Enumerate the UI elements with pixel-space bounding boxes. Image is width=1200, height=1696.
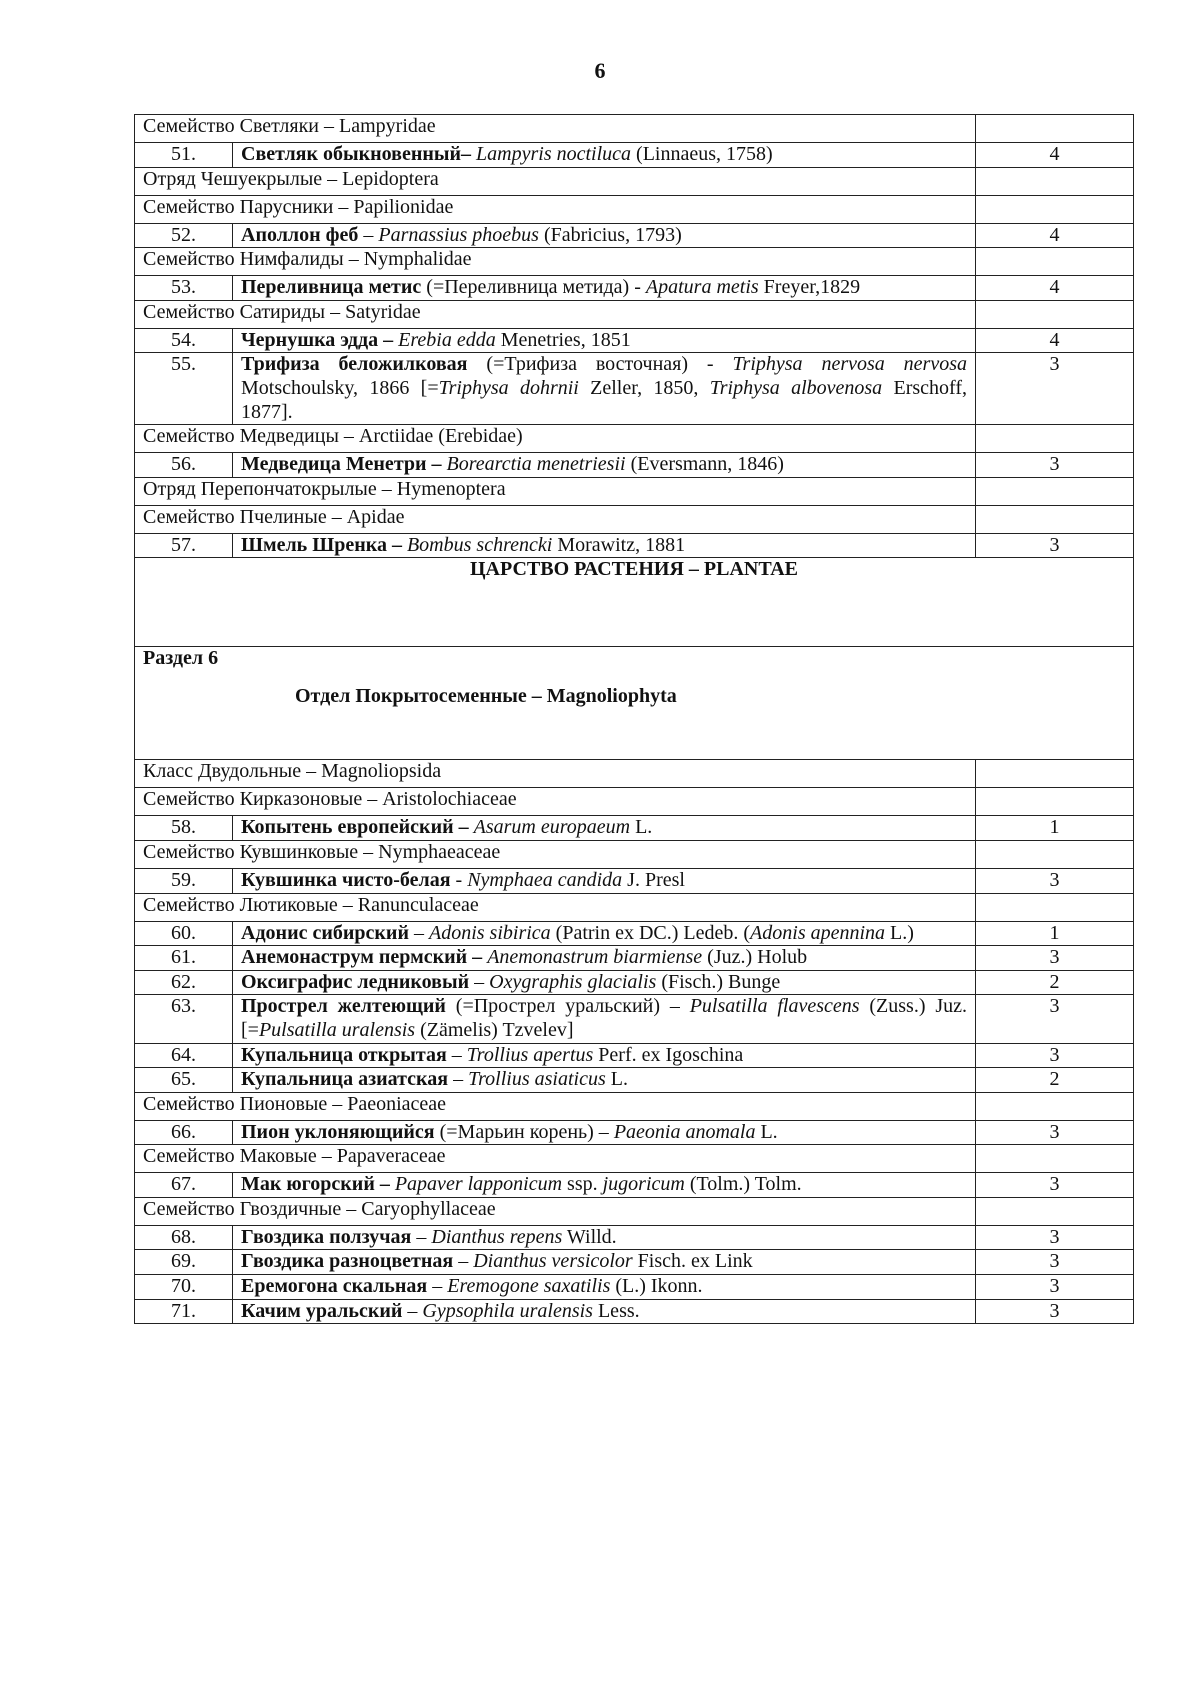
category-value: 3 [976, 1275, 1134, 1300]
species-table [134, 114, 1134, 1324]
category-cell-empty [976, 477, 1134, 505]
table-row [135, 1197, 1134, 1225]
species-name-cell [233, 970, 976, 995]
species-text: ssp. [562, 1173, 603, 1196]
species-russian-name: Анемонаструм пермский – [241, 946, 483, 969]
table-row [135, 453, 1134, 478]
species-russian-name: Аполлон феб [241, 223, 359, 246]
taxon-header-cell: Семейство Маковые – Papaveraceae [135, 1145, 976, 1173]
species-number: 71. [135, 1299, 233, 1324]
species-russian-name: Купальница азиатская [241, 1068, 449, 1091]
species-number: 54. [135, 328, 233, 353]
species-number: 65. [135, 1068, 233, 1093]
species-text: (Zuss.) Juz. [= [241, 995, 967, 1041]
table-row [135, 760, 1134, 788]
species-name-cell [233, 223, 976, 248]
category-value: 4 [976, 223, 1134, 248]
category-value: 3 [976, 946, 1134, 971]
section-label: Раздел 6 [143, 647, 219, 670]
species-name-cell [233, 1299, 976, 1324]
taxon-header-cell: Семейство Нимфалиды – Nymphalidae [135, 248, 976, 276]
species-russian-name: Чернушка эдда – [241, 328, 394, 351]
table-row [135, 533, 1134, 558]
species-latin-name: Triphysa nervosa nervosa [732, 353, 968, 376]
species-text: (L.) Ikonn. [610, 1275, 703, 1298]
species-latin-name: Triphysa albovenosa [709, 376, 883, 399]
category-value: 3 [976, 995, 1134, 1043]
table-row [135, 1173, 1134, 1198]
taxon-header-cell: Отряд Перепончатокрылые – Hymenoptera [135, 477, 976, 505]
species-latin-name: Bombus schrencki [406, 533, 553, 556]
species-text: (=Прострел уральский) – [445, 995, 690, 1018]
table-row [135, 353, 1134, 425]
category-cell-empty [976, 1092, 1134, 1120]
species-russian-name: Светляк обыкновенный– [241, 143, 472, 165]
table-row [135, 477, 1134, 505]
species-text: – [408, 921, 429, 944]
species-latin-name: Trollius apertus [466, 1043, 594, 1066]
category-value: 4 [976, 328, 1134, 353]
species-text: Erschoff, 1877]. [241, 376, 967, 423]
category-cell-empty [976, 115, 1134, 143]
species-text: Freyer,1829 [758, 276, 861, 299]
category-value: 2 [976, 970, 1134, 995]
category-cell-empty [976, 788, 1134, 816]
species-latin-name: Papaver lapponicum [394, 1173, 563, 1196]
species-text: J. Presl [622, 868, 685, 891]
taxon-header-cell: Класс Двудольные – Magnoliopsida [135, 760, 976, 788]
species-latin-name: Paeonia anomala [613, 1120, 756, 1143]
category-value: 3 [976, 1173, 1134, 1198]
species-number: 55. [135, 353, 233, 425]
page-number: 6 [594, 58, 606, 83]
species-name-cell [233, 1275, 976, 1300]
species-russian-name: Кувшинка чисто-белая [241, 868, 451, 891]
species-number: 64. [135, 1043, 233, 1068]
species-latin-name: Eremogone saxatilis [447, 1275, 611, 1298]
category-cell-empty [976, 167, 1134, 195]
species-latin-name: Adonis apennina [750, 921, 886, 944]
species-latin-name: Dianthus versicolor [473, 1250, 633, 1273]
taxon-header-cell: Семейство Сатириды – Satyridae [135, 300, 976, 328]
taxon-header-cell: Отряд Чешуекрылые – Lepidoptera [135, 167, 976, 195]
table-row [135, 195, 1134, 223]
taxon-header-cell: Семейство Светляки – Lampyridae [135, 115, 976, 143]
species-text: Menetries, 1851 [495, 328, 631, 351]
species-text: L. [755, 1120, 778, 1143]
species-text: Motschoulsky, 1866 [= [241, 376, 439, 399]
table-row [135, 505, 1134, 533]
species-russian-name: Медведица Менетри – [241, 453, 442, 476]
species-text: – [448, 1068, 469, 1091]
table-row [135, 995, 1134, 1043]
table-row [135, 167, 1134, 195]
table-row [135, 816, 1134, 841]
kingdom-heading: ЦАРСТВО РАСТЕНИЯ – PLANTAE [135, 558, 1134, 647]
species-name-cell [233, 533, 976, 558]
species-russian-name: Купальница открытая [241, 1043, 447, 1066]
table-row [135, 115, 1134, 143]
table-row [135, 1145, 1134, 1173]
species-name-cell [233, 143, 976, 168]
category-cell-empty [976, 760, 1134, 788]
category-cell-empty [976, 840, 1134, 868]
division-heading-cell [135, 647, 1134, 760]
species-name-cell [233, 816, 976, 841]
species-text: Morawitz, 1881 [552, 533, 686, 556]
category-value: 4 [976, 276, 1134, 301]
species-number: 61. [135, 946, 233, 971]
category-value: 1 [976, 816, 1134, 841]
species-name-cell [233, 453, 976, 478]
species-text: (=Трифиза восточная) - [467, 353, 733, 376]
species-number: 58. [135, 816, 233, 841]
species-latin-name: Oxygraphis glacialis [489, 970, 657, 993]
category-cell-empty [976, 300, 1134, 328]
table-row [135, 328, 1134, 353]
species-name-cell [233, 328, 976, 353]
division-label: Отдел Покрытосеменные – Magnoliophyta [295, 684, 677, 707]
species-text: – [411, 1225, 432, 1248]
species-text: (Patrin ex DC.) Ledeb. ( [550, 921, 751, 944]
species-text: – [446, 1043, 467, 1066]
species-number: 68. [135, 1225, 233, 1250]
category-value: 3 [976, 1043, 1134, 1068]
table-row [135, 1250, 1134, 1275]
species-latin-name: Borearctia menetriesii [446, 453, 626, 476]
species-russian-name: Еремогона скальная [241, 1275, 428, 1298]
species-name-cell [233, 1043, 976, 1068]
species-number: 59. [135, 868, 233, 893]
category-value: 3 [976, 533, 1134, 558]
species-text: L. [630, 816, 653, 839]
category-cell-empty [976, 893, 1134, 921]
species-russian-name: Переливница метис [241, 276, 422, 299]
species-text: (Tolm.) Tolm. [684, 1173, 802, 1196]
table-row [135, 1275, 1134, 1300]
species-text: (Linnaeus, 1758) [631, 143, 773, 165]
taxon-header-cell: Семейство Лютиковые – Ranunculaceae [135, 893, 976, 921]
species-text: Perf. ex Igoschina [593, 1043, 744, 1066]
species-name-cell [233, 946, 976, 971]
species-number: 67. [135, 1173, 233, 1198]
species-table-body [135, 115, 1134, 1324]
taxon-header-cell: Семейство Пчелиные – Apidae [135, 505, 976, 533]
species-latin-name: Erebia edda [398, 328, 496, 351]
category-cell-empty [976, 505, 1134, 533]
category-cell-empty [976, 425, 1134, 453]
species-number: 70. [135, 1275, 233, 1300]
species-text: (Juz.) Holub [702, 946, 808, 969]
species-text: (Eversmann, 1846) [625, 453, 784, 476]
taxon-header-cell: Семейство Кирказоновые – Aristolochiaceae [135, 788, 976, 816]
species-russian-name: Качим уральский [241, 1299, 403, 1322]
species-russian-name: Пион уклоняющийся [241, 1120, 435, 1143]
species-text: L. [605, 1068, 628, 1091]
category-value: 3 [976, 1299, 1134, 1324]
taxon-header-cell: Семейство Парусники – Papilionidae [135, 195, 976, 223]
table-row [135, 1043, 1134, 1068]
species-latin-name: Anemonastrum biarmiense [487, 946, 703, 969]
species-latin-name: Trollius asiaticus [468, 1068, 606, 1091]
species-russian-name: Адонис сибирский [241, 921, 409, 944]
category-cell-empty [976, 1145, 1134, 1173]
table-row [135, 1299, 1134, 1324]
table-row [135, 893, 1134, 921]
species-text: – [453, 1250, 474, 1273]
species-text: – [427, 1275, 448, 1298]
species-text: (=Марьин корень) – [434, 1120, 614, 1143]
species-russian-name: Мак югорский – [241, 1173, 390, 1196]
table-row [135, 1068, 1134, 1093]
species-number: 69. [135, 1250, 233, 1275]
species-number: 56. [135, 453, 233, 478]
category-value: 3 [976, 868, 1134, 893]
species-russian-name: Гвоздика разноцветная [241, 1250, 454, 1273]
table-row [135, 970, 1134, 995]
species-text: – [358, 223, 379, 246]
species-russian-name: Копытень европейский – [241, 816, 469, 839]
species-number: 52. [135, 223, 233, 248]
species-name-cell [233, 276, 976, 301]
species-russian-name: Прострел желтеющий [241, 995, 446, 1018]
category-value: 2 [976, 1068, 1134, 1093]
species-text: Zeller, 1850, [578, 376, 710, 399]
table-row [135, 248, 1134, 276]
species-latin-name: Dianthus repens [431, 1225, 563, 1248]
category-cell-empty [976, 248, 1134, 276]
table-row [135, 1225, 1134, 1250]
species-text: – [469, 970, 490, 993]
table-row [135, 647, 1134, 760]
table-row [135, 921, 1134, 946]
species-number: 53. [135, 276, 233, 301]
taxon-header-cell: Семейство Медведицы – Arctiidae (Erebidae) [135, 425, 976, 453]
table-row [135, 276, 1134, 301]
species-name-cell [233, 353, 976, 425]
species-latin-name: Asarum europaeum [473, 816, 631, 839]
species-latin-name: Lampyris noctiluca [476, 143, 632, 165]
category-value: 3 [976, 353, 1134, 425]
category-value: 1 [976, 921, 1134, 946]
species-number: 66. [135, 1120, 233, 1145]
species-text: (Fabricius, 1793) [538, 223, 682, 246]
species-name-cell [233, 995, 976, 1043]
species-name-cell [233, 1068, 976, 1093]
taxon-header-cell: Семейство Пионовые – Paeoniaceae [135, 1092, 976, 1120]
species-text: (Fisch.) Bunge [656, 970, 781, 993]
species-text: Willd. [562, 1225, 617, 1248]
category-value: 4 [976, 143, 1134, 168]
species-latin-name: Nymphaea candida [467, 868, 623, 891]
table-row [135, 143, 1134, 168]
species-text: (=Переливница метида) - [421, 276, 646, 299]
species-latin-name: Parnassius phoebus [378, 223, 539, 246]
species-number: 57. [135, 533, 233, 558]
species-text: Fisch. ex Link [632, 1250, 753, 1273]
taxon-header-cell: Семейство Гвоздичные – Caryophyllaceae [135, 1197, 976, 1225]
table-row [135, 300, 1134, 328]
species-latin-name: Pulsatilla uralensis [258, 1018, 416, 1041]
category-value: 3 [976, 1250, 1134, 1275]
species-latin-name: Gypsophila uralensis [422, 1299, 593, 1322]
species-text: - [450, 868, 468, 891]
species-text: L.) [885, 921, 914, 944]
species-russian-name: Гвоздика ползучая [241, 1225, 412, 1248]
species-russian-name: Трифиза беложилковая [241, 353, 468, 376]
table-row [135, 425, 1134, 453]
table-row [135, 1120, 1134, 1145]
species-name-cell [233, 1225, 976, 1250]
species-name-cell [233, 1120, 976, 1145]
species-name-cell [233, 1173, 976, 1198]
category-value: 3 [976, 1225, 1134, 1250]
species-number: 51. [135, 143, 233, 168]
category-value: 3 [976, 453, 1134, 478]
species-name-cell [233, 868, 976, 893]
species-latin-name: Triphysa dohrnii [438, 376, 579, 399]
species-name-cell [233, 921, 976, 946]
species-text: – [402, 1299, 423, 1322]
species-latin-name: Pulsatilla flavescens [689, 995, 860, 1018]
species-russian-name: Шмель Шренка – [241, 533, 402, 556]
table-row [135, 840, 1134, 868]
species-latin-name: Adonis sibirica [428, 921, 551, 944]
species-latin-name: jugoricum [602, 1173, 685, 1196]
species-text: Less. [592, 1299, 640, 1322]
table-row [135, 1092, 1134, 1120]
table-row [135, 223, 1134, 248]
taxon-header-cell: Семейство Кувшинковые – Nymphaeaceae [135, 840, 976, 868]
table-row [135, 558, 1134, 647]
category-value: 3 [976, 1120, 1134, 1145]
species-name-cell [233, 1250, 976, 1275]
category-cell-empty [976, 195, 1134, 223]
category-cell-empty [976, 1197, 1134, 1225]
species-russian-name: Оксиграфис ледниковый [241, 970, 470, 993]
species-number: 62. [135, 970, 233, 995]
table-row [135, 788, 1134, 816]
species-number: 60. [135, 921, 233, 946]
species-text: (Zämelis) Tzvelev] [415, 1018, 574, 1041]
species-number: 63. [135, 995, 233, 1043]
species-latin-name: Apatura metis [645, 276, 759, 299]
table-row [135, 946, 1134, 971]
table-row [135, 868, 1134, 893]
